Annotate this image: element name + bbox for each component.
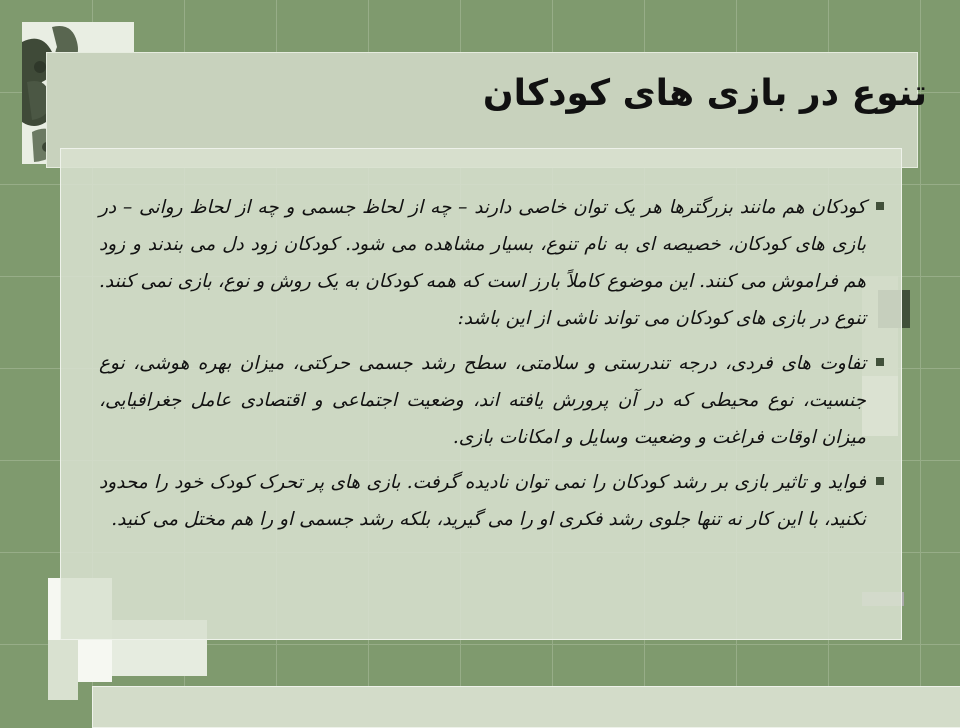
content-panel xyxy=(60,148,902,640)
bullet-item xyxy=(99,464,884,538)
bottom-strip xyxy=(92,686,960,728)
bullet-square-icon xyxy=(876,477,884,485)
bullet-text: فواید و تاثیر بازی بر رشد کودکان را نمی توان نادیده گرفت. بازی های پر تحرک کودک خود را محدود نکنید، با این کار نه تنها جلوی رشد فکری او را می گیرید، بلکه رشد جسمی او را هم مختل می کنید. xyxy=(99,472,866,530)
bullet-square-icon xyxy=(876,358,884,366)
slide-title: تنوع در بازی های کودکان xyxy=(482,73,927,114)
deco-block xyxy=(48,640,78,700)
bullet-text: تفاوت های فردی، درجه تندرستی و سلامتی، سطح رشد جسمی حرکتی، میزان بهره هوشی، نوع جنسیت، نوع محیطی که در آن پرورش یافته اند، وضعیت اجتماعی و اقتصادی عامل جغرافیایی، میزان اوقات فراغت و وضعیت وسایل و امکانات بازی. xyxy=(99,353,866,448)
bullet-text: کودکان هم مانند بزرگترها هر یک توان خاصی دارند – چه از لحاظ جسمی و چه از لحاظ روانی – در بازی های کودکان، خصیصه ای به نام تنوع، بسیار مشاهده می شود. کودکان زود دل می بندند و زود هم فراموش می کنند. این موضوع کاملاً بارز است که همه کودکان به یک روش و نوع، بازی نمی کنند. تنوع در بازی های کودکان می تواند ناشی از این باشد: xyxy=(99,197,866,329)
bullet-item xyxy=(99,189,884,337)
bullet-list xyxy=(99,189,884,546)
bullet-item xyxy=(99,345,884,456)
bullet-square-icon xyxy=(876,202,884,210)
